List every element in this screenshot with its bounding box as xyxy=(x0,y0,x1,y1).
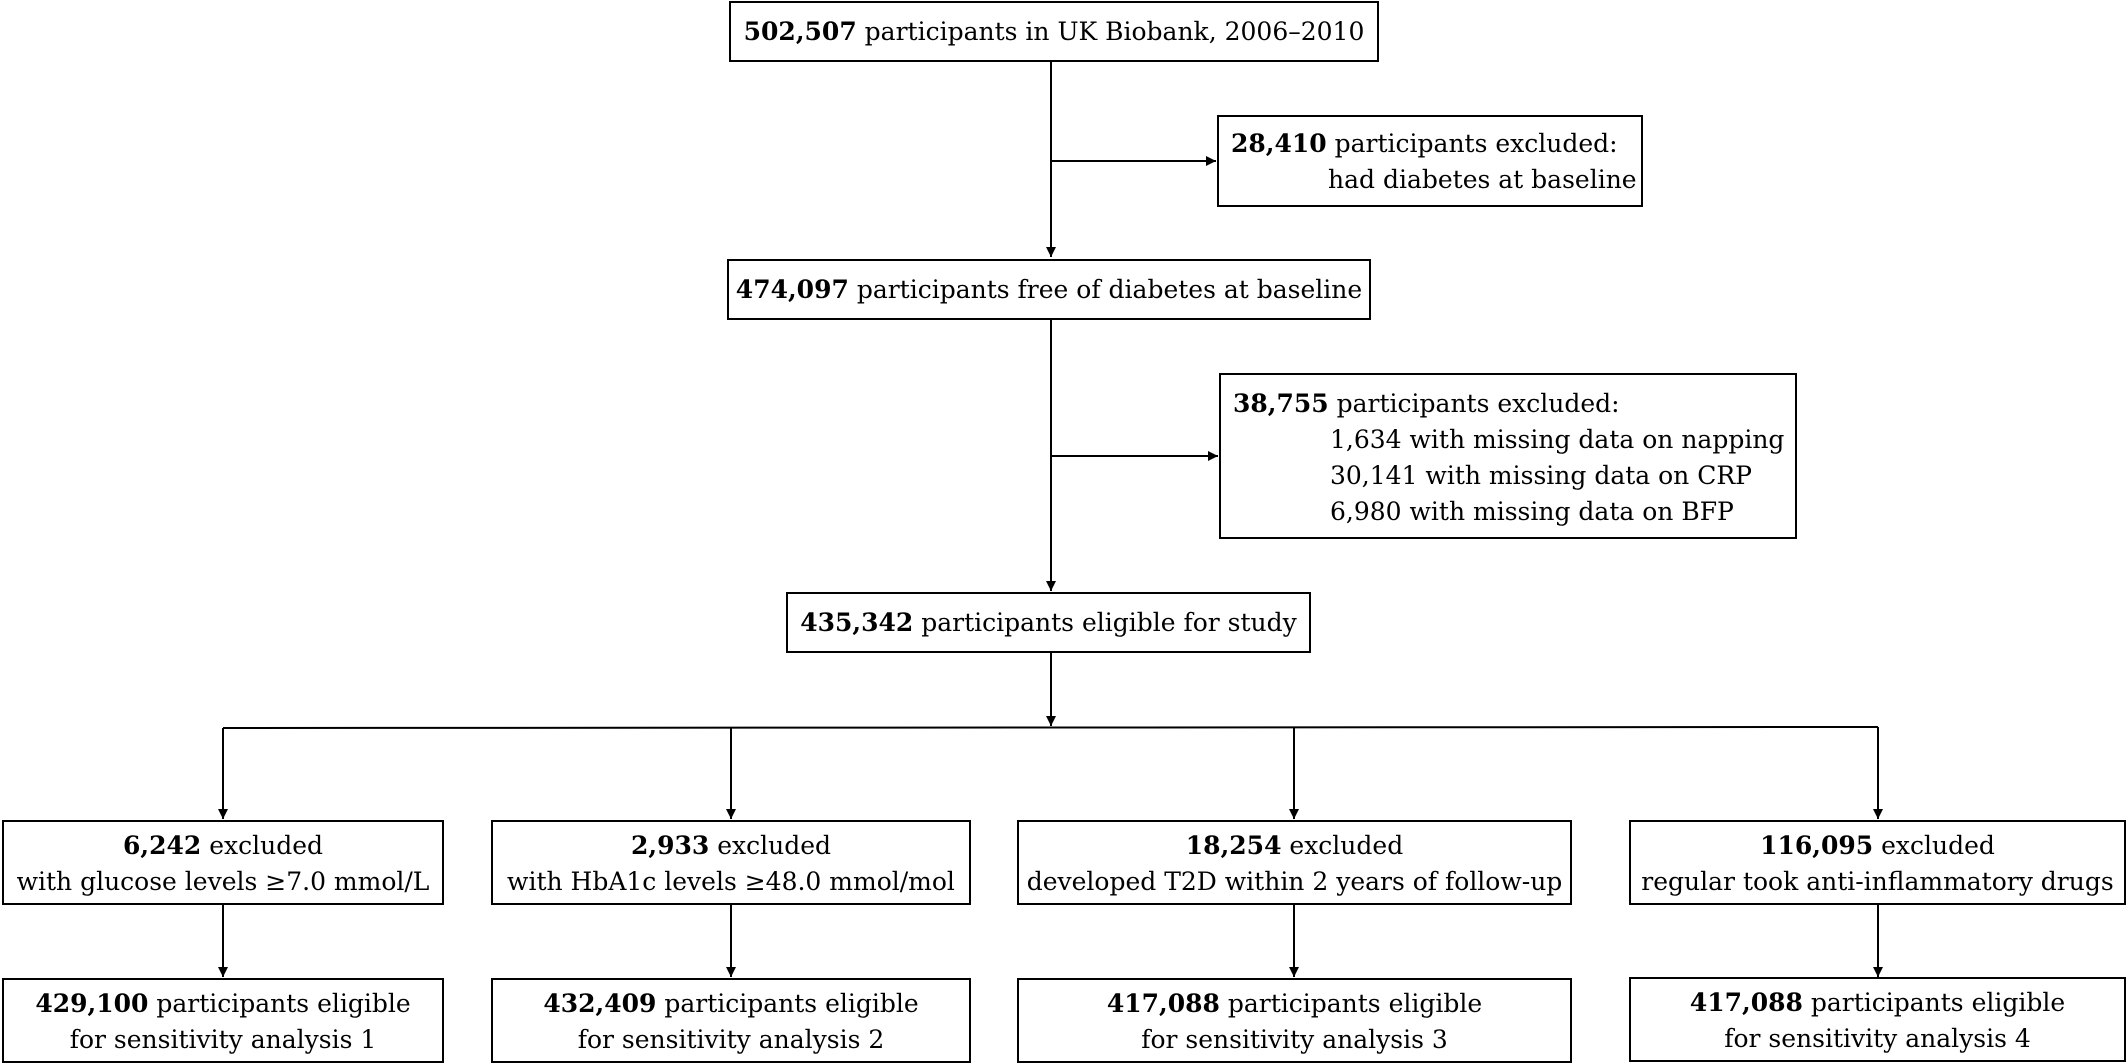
sensitivity-1-excluded-reason: with glucose levels ≥7.0 mmol/L xyxy=(16,867,430,896)
box-exclusion-2 xyxy=(1219,373,1797,539)
sensitivity-4-excluded-count: 116,095 xyxy=(1760,831,1874,860)
sensitivity-4-eligible-label: for sensitivity analysis 4 xyxy=(1724,1024,2031,1053)
sensitivity-3-eligible-count: 417,088 xyxy=(1106,989,1220,1018)
sensitivity-3-excluded-count: 18,254 xyxy=(1185,831,1282,860)
uk-biobank-count: 502,507 xyxy=(743,16,857,46)
sensitivity-1-eligible-count: 429,100 xyxy=(35,989,149,1018)
box-sensitivity-3-eligible: 417,088 participants eligible for sensitivity analysis 3 xyxy=(1017,978,1572,1063)
box-sensitivity-2-excluded: 2,933 excluded with HbA1c levels ≥48.0 mmol/mol xyxy=(491,820,971,905)
box-uk-biobank-participants xyxy=(729,1,1379,62)
exclusion-1-count: 28,410 xyxy=(1231,129,1327,158)
sensitivity-2-eligible-label: for sensitivity analysis 2 xyxy=(577,1025,885,1054)
sensitivity-2-excluded-count: 2,933 xyxy=(630,831,710,860)
sensitivity-1-excluded-count: 6,242 xyxy=(122,831,202,860)
eligible-for-study-count: 435,342 xyxy=(800,607,914,637)
eligible-for-study-text: 435,342 participants eligible for study xyxy=(800,607,1297,637)
sensitivity-4-eligible-count: 417,088 xyxy=(1689,988,1803,1017)
exclusion-2-count: 38,755 xyxy=(1233,389,1329,418)
box-sensitivity-1-eligible: 429,100 participants eligible for sensitivity analysis 1 xyxy=(2,978,444,1063)
box-sensitivity-1-excluded: 6,242 excluded with glucose levels ≥7.0 mmol/L xyxy=(2,820,444,905)
box-sensitivity-4-excluded: 116,095 excluded regular took anti-inflammatory drugs xyxy=(1629,820,2126,905)
split-bar xyxy=(223,727,1878,728)
sensitivity-3-eligible-label: for sensitivity analysis 3 xyxy=(1141,1025,1448,1054)
free-of-diabetes-count: 474,097 xyxy=(735,274,849,304)
box-sensitivity-4-eligible: 417,088 participants eligible for sensitivity analysis 4 xyxy=(1629,977,2126,1062)
exclusion-2-header: 38,755 participants excluded: xyxy=(1233,389,1620,418)
exclusion-2-reason-crp: 30,141 with missing data on CRP xyxy=(1330,461,1752,490)
exclusion-1-header: 28,410 participants excluded: xyxy=(1231,129,1618,158)
sensitivity-2-eligible-count: 432,409 xyxy=(543,989,657,1018)
exclusion-2-reason-napping: 1,634 with missing data on napping xyxy=(1330,425,1785,454)
sensitivity-3-excluded-reason: developed T2D within 2 years of follow-up xyxy=(1026,867,1563,896)
sensitivity-2-excluded-reason: with HbA1c levels ≥48.0 mmol/mol xyxy=(507,867,955,896)
box-free-of-diabetes xyxy=(727,259,1371,320)
sensitivity-4-excluded-reason: regular took anti-inflammatory drugs xyxy=(1641,867,2114,896)
box-eligible-for-study xyxy=(786,592,1311,653)
uk-biobank-text: 502,507 participants in UK Biobank, 2006–2010 xyxy=(743,16,1365,46)
exclusion-1-reason: had diabetes at baseline xyxy=(1328,165,1637,194)
exclusion-2-reason-bfp: 6,980 with missing data on BFP xyxy=(1330,497,1734,526)
free-of-diabetes-text: 474,097 participants free of diabetes at baseline xyxy=(735,274,1363,304)
sensitivity-1-eligible-label: for sensitivity analysis 1 xyxy=(69,1025,377,1054)
box-sensitivity-3-excluded: 18,254 excluded developed T2D within 2 years of follow-up xyxy=(1017,820,1572,905)
box-exclusion-1 xyxy=(1217,115,1643,207)
box-sensitivity-2-eligible: 432,409 participants eligible for sensitivity analysis 2 xyxy=(491,978,971,1063)
